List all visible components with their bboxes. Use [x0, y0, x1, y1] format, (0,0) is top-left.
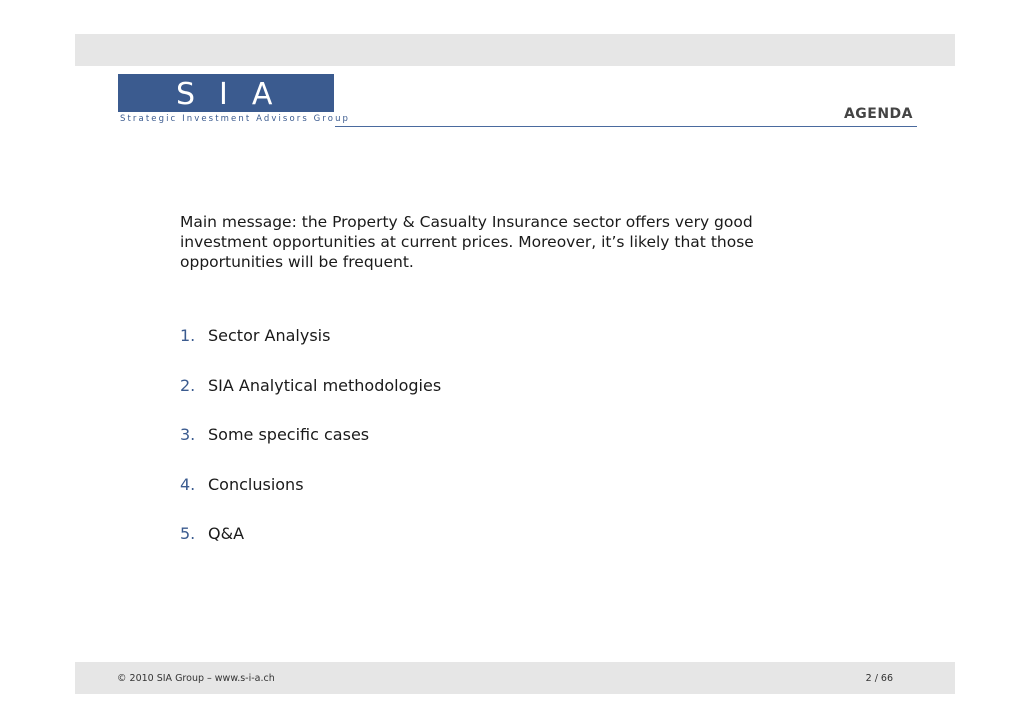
agenda-item-conclusions	[180, 474, 441, 524]
logo-tagline: Strategic Investment Advisors Group	[120, 114, 351, 124]
sia-logo	[118, 74, 334, 112]
footer-copyright: © 2010 SIA Group – www.s-i-a.ch	[117, 673, 275, 684]
agenda-number: 1.	[180, 326, 196, 345]
agenda-list	[180, 325, 441, 573]
main-message: Main message: the Property & Casualty Insurance sector offers very good investment opportunities at current prices. Moreover, it’s likely that those opportunities will be frequent.	[180, 213, 754, 271]
footer-bar	[75, 662, 955, 694]
agenda-number: 5.	[180, 524, 196, 543]
agenda-label: Q&A	[208, 524, 245, 543]
agenda-label: Sector Analysis	[208, 326, 331, 345]
agenda-number: 2.	[180, 375, 196, 395]
agenda-label: Conclusions	[208, 474, 304, 494]
page-number: 2 / 66	[865, 673, 893, 684]
agenda-number: 4.	[180, 474, 196, 494]
agenda-item-methodologies	[180, 375, 441, 425]
section-title: AGENDA	[843, 106, 913, 122]
agenda-label: Some specific cases	[208, 425, 370, 444]
agenda-item-qa	[180, 523, 441, 573]
agenda-label: SIA Analytical methodologies	[208, 375, 442, 395]
agenda-number: 3.	[180, 425, 196, 444]
agenda-item-sector-analysis	[180, 325, 441, 375]
top-bar	[75, 34, 955, 66]
header-divider	[335, 126, 917, 127]
logo-mark: SIA	[176, 77, 297, 112]
agenda-item-specific-cases	[180, 424, 441, 474]
